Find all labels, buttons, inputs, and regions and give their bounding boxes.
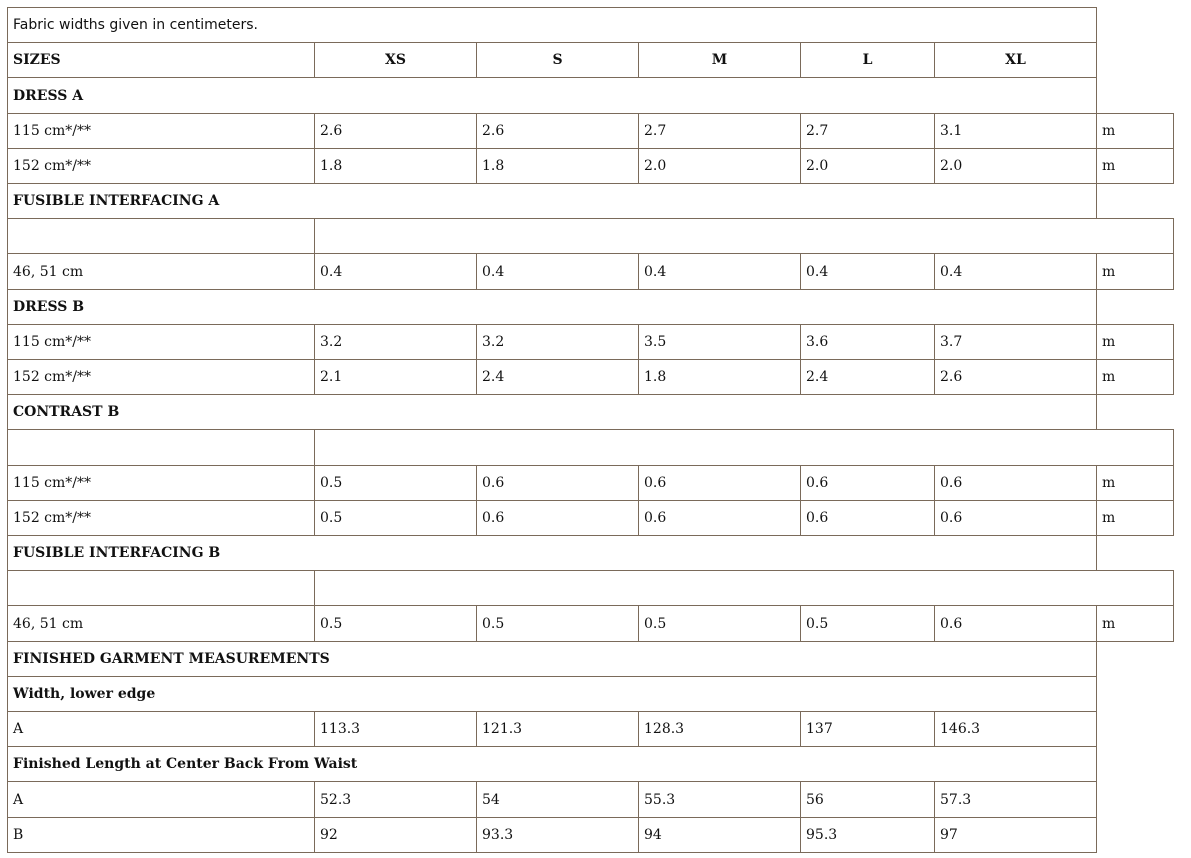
value-cell: 0.6 bbox=[934, 465, 1097, 501]
section-header: Finished Length at Center Back From Waist bbox=[7, 746, 1097, 782]
value-cell: 128.3 bbox=[638, 711, 801, 747]
value-cell: 2.6 bbox=[476, 113, 639, 149]
value-cell: 0.5 bbox=[638, 605, 801, 642]
value-cell: 2.4 bbox=[800, 359, 935, 395]
value-cell: 0.6 bbox=[934, 605, 1097, 642]
unit-cell: m bbox=[1096, 113, 1174, 149]
value-cell: 2.6 bbox=[314, 113, 477, 149]
value-cell: 94 bbox=[638, 817, 801, 853]
size-header-m: M bbox=[638, 42, 801, 78]
value-cell: 3.2 bbox=[314, 324, 477, 360]
value-cell: 1.8 bbox=[476, 148, 639, 184]
blank-cell bbox=[314, 570, 1174, 606]
row-label: 152 cm*/** bbox=[7, 359, 315, 395]
value-cell: 2.0 bbox=[800, 148, 935, 184]
value-cell: 0.4 bbox=[638, 253, 801, 290]
value-cell: 3.2 bbox=[476, 324, 639, 360]
section-header: FUSIBLE INTERFACING B bbox=[7, 535, 1097, 571]
size-header-s: S bbox=[476, 42, 639, 78]
value-cell: 0.5 bbox=[314, 500, 477, 536]
size-header-xs: XS bbox=[314, 42, 477, 78]
value-cell: 0.6 bbox=[800, 500, 935, 536]
section-header: DRESS A bbox=[7, 77, 1097, 114]
row-label: 152 cm*/** bbox=[7, 500, 315, 536]
row-label: 115 cm*/** bbox=[7, 113, 315, 149]
value-cell: 52.3 bbox=[314, 781, 477, 818]
size-header-xl: XL bbox=[934, 42, 1097, 78]
sizes-header-label: SIZES bbox=[7, 42, 315, 78]
row-label: A bbox=[7, 781, 315, 818]
value-cell: 0.6 bbox=[476, 500, 639, 536]
section-header: Width, lower edge bbox=[7, 676, 1097, 712]
value-cell: 2.0 bbox=[638, 148, 801, 184]
unit-cell: m bbox=[1096, 253, 1174, 290]
blank-cell bbox=[314, 218, 1174, 254]
section-header: CONTRAST B bbox=[7, 394, 1097, 430]
blank-cell bbox=[7, 570, 315, 606]
value-cell: 1.8 bbox=[314, 148, 477, 184]
value-cell: 57.3 bbox=[934, 781, 1097, 818]
value-cell: 121.3 bbox=[476, 711, 639, 747]
value-cell: 0.5 bbox=[314, 605, 477, 642]
value-cell: 56 bbox=[800, 781, 935, 818]
value-cell: 54 bbox=[476, 781, 639, 818]
value-cell: 0.4 bbox=[800, 253, 935, 290]
value-cell: 0.5 bbox=[476, 605, 639, 642]
value-cell: 3.5 bbox=[638, 324, 801, 360]
value-cell: 113.3 bbox=[314, 711, 477, 747]
row-label: 152 cm*/** bbox=[7, 148, 315, 184]
value-cell: 0.6 bbox=[638, 465, 801, 501]
value-cell: 55.3 bbox=[638, 781, 801, 818]
row-label: 46, 51 cm bbox=[7, 253, 315, 290]
section-header: FINISHED GARMENT MEASUREMENTS bbox=[7, 641, 1097, 677]
unit-cell: m bbox=[1096, 324, 1174, 360]
value-cell: 0.4 bbox=[476, 253, 639, 290]
row-label: 46, 51 cm bbox=[7, 605, 315, 642]
row-label: 115 cm*/** bbox=[7, 465, 315, 501]
fabric-width-note: Fabric widths given in centimeters. bbox=[7, 7, 1097, 43]
value-cell: 0.6 bbox=[934, 500, 1097, 536]
value-cell: 2.7 bbox=[638, 113, 801, 149]
value-cell: 0.6 bbox=[638, 500, 801, 536]
value-cell: 97 bbox=[934, 817, 1097, 853]
value-cell: 93.3 bbox=[476, 817, 639, 853]
value-cell: 0.6 bbox=[800, 465, 935, 501]
value-cell: 95.3 bbox=[800, 817, 935, 853]
unit-cell: m bbox=[1096, 359, 1174, 395]
value-cell: 146.3 bbox=[934, 711, 1097, 747]
unit-cell: m bbox=[1096, 465, 1174, 501]
blank-cell bbox=[7, 429, 315, 466]
section-header: DRESS B bbox=[7, 289, 1097, 325]
value-cell: 2.1 bbox=[314, 359, 477, 395]
row-label: 115 cm*/** bbox=[7, 324, 315, 360]
unit-cell: m bbox=[1096, 148, 1174, 184]
value-cell: 0.4 bbox=[934, 253, 1097, 290]
blank-cell bbox=[7, 218, 315, 254]
value-cell: 2.7 bbox=[800, 113, 935, 149]
unit-cell: m bbox=[1096, 500, 1174, 536]
value-cell: 0.5 bbox=[314, 465, 477, 501]
value-cell: 3.6 bbox=[800, 324, 935, 360]
blank-cell bbox=[314, 429, 1174, 466]
row-label: B bbox=[7, 817, 315, 853]
value-cell: 0.4 bbox=[314, 253, 477, 290]
value-cell: 2.0 bbox=[934, 148, 1097, 184]
size-header-l: L bbox=[800, 42, 935, 78]
value-cell: 92 bbox=[314, 817, 477, 853]
value-cell: 3.7 bbox=[934, 324, 1097, 360]
value-cell: 0.5 bbox=[800, 605, 935, 642]
value-cell: 1.8 bbox=[638, 359, 801, 395]
value-cell: 2.4 bbox=[476, 359, 639, 395]
unit-cell: m bbox=[1096, 605, 1174, 642]
row-label: A bbox=[7, 711, 315, 747]
value-cell: 3.1 bbox=[934, 113, 1097, 149]
value-cell: 0.6 bbox=[476, 465, 639, 501]
value-cell: 137 bbox=[800, 711, 935, 747]
section-header: FUSIBLE INTERFACING A bbox=[7, 183, 1097, 219]
value-cell: 2.6 bbox=[934, 359, 1097, 395]
